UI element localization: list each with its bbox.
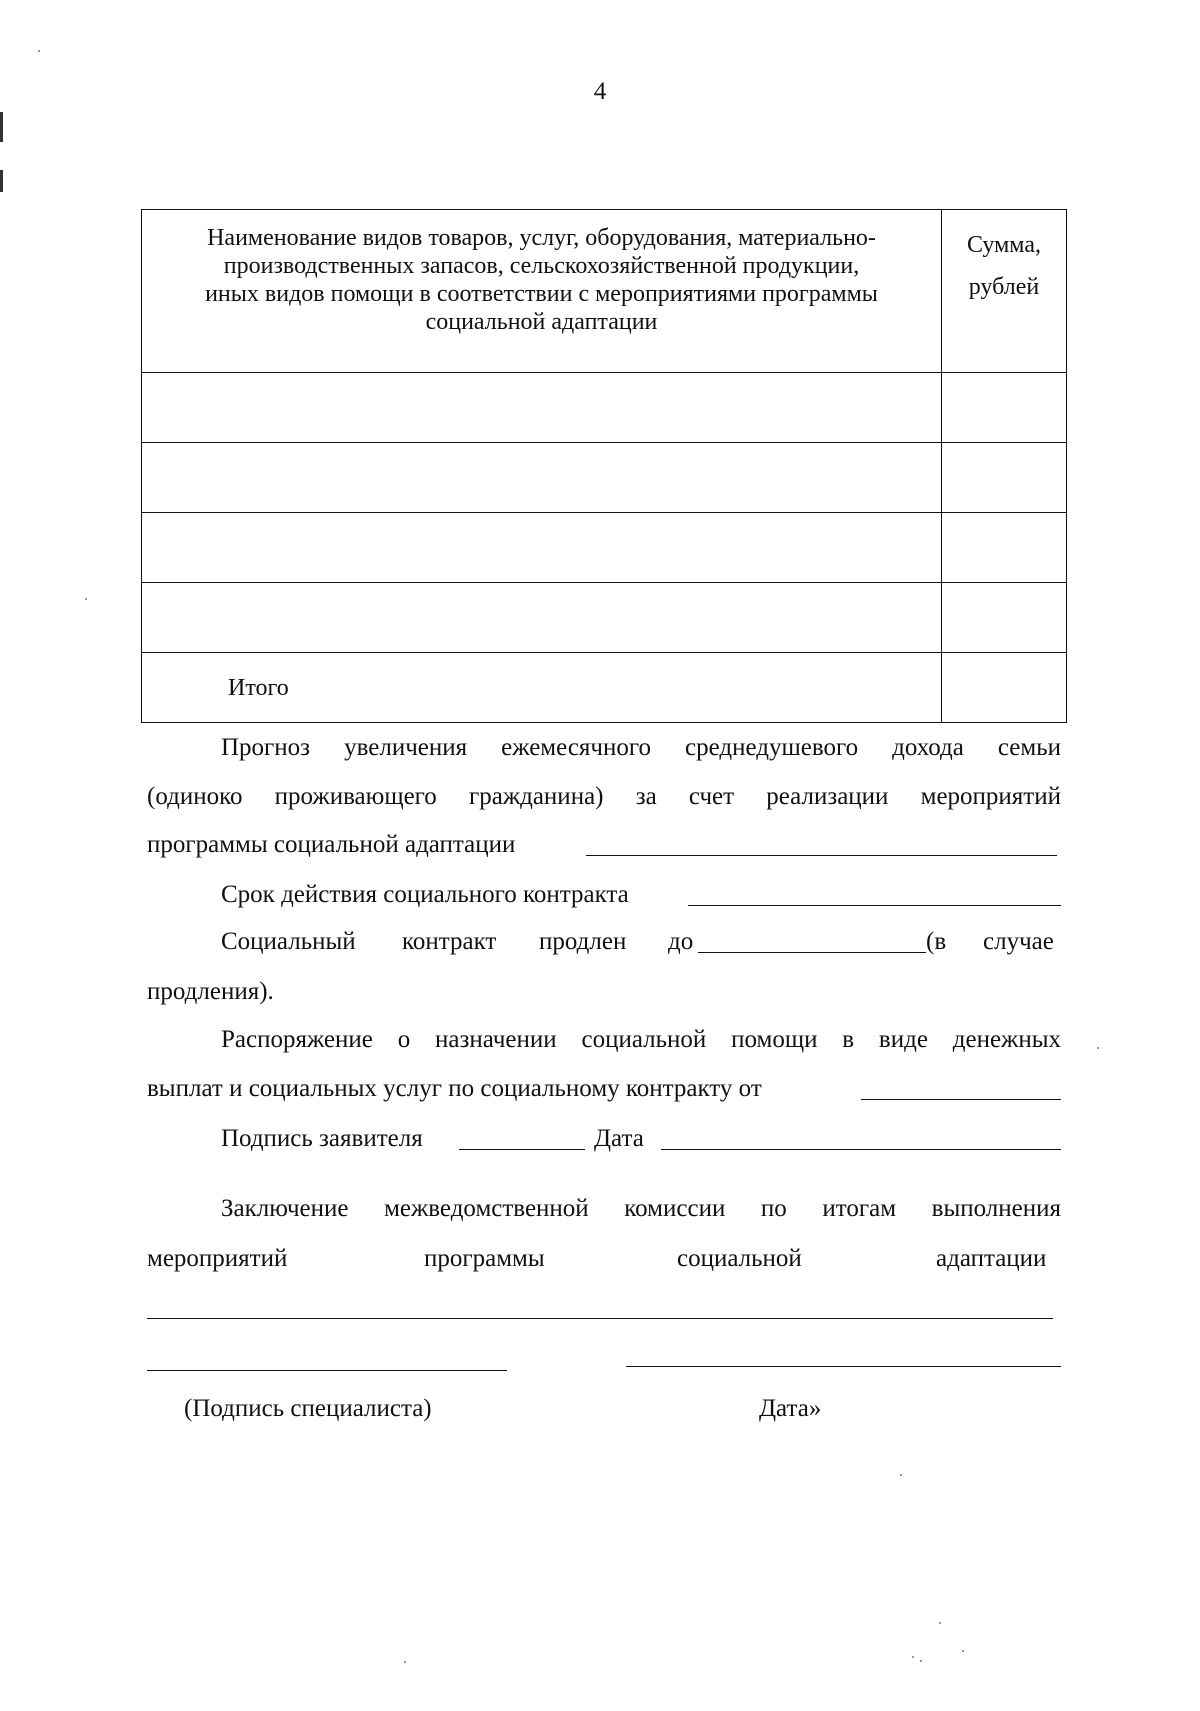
scan-edge-mark xyxy=(0,112,3,142)
total-label: Итого xyxy=(142,653,942,723)
header-sum-line: рублей xyxy=(968,274,1040,300)
table-cell-sum[interactable] xyxy=(942,513,1067,583)
table-row xyxy=(142,373,1067,443)
table-cell-name[interactable] xyxy=(142,373,942,443)
extended-word: продлен xyxy=(539,928,627,955)
scan-speck xyxy=(85,598,87,600)
applicant-date-field[interactable] xyxy=(661,1149,1061,1150)
header-name-line: иных видов помощи в соответствии с мероприятиями программы xyxy=(205,281,878,307)
order-line-2: выплат и социальных услуг по социальному контракту от xyxy=(147,1075,762,1102)
table-cell-name[interactable] xyxy=(142,513,942,583)
forecast-line-3: программы социальной адаптации xyxy=(147,831,516,858)
scan-speck xyxy=(38,50,40,52)
specialist-signature-field[interactable] xyxy=(147,1370,507,1371)
table-cell-sum[interactable] xyxy=(942,583,1067,653)
contract-term-field[interactable] xyxy=(688,905,1061,906)
specialist-signature-label: (Подпись специалиста) xyxy=(184,1395,432,1422)
column-header-name xyxy=(142,210,942,373)
scan-speck xyxy=(962,1650,964,1652)
column-header-sum xyxy=(942,210,1067,373)
scan-speck xyxy=(404,1661,406,1663)
extended-word: (в xyxy=(926,928,947,955)
conclusion-word: программы xyxy=(424,1245,545,1272)
forecast-line-2: (одиноко проживающего гражданина) за счет реализации мероприятий xyxy=(147,783,1061,810)
order-line-1: Распоряжение о назначении социальной помощи в виде денежных xyxy=(221,1026,1061,1053)
forecast-line-1: Прогноз увеличения ежемесячного среднедушевого дохода семьи xyxy=(221,734,1061,761)
specialist-date-field[interactable] xyxy=(626,1366,1061,1367)
header-name-line: производственных запасов, сельскохозяйственной продукции, xyxy=(223,253,860,279)
goods-table xyxy=(141,209,1067,723)
scan-speck xyxy=(939,1622,941,1624)
extended-line-2: продления). xyxy=(147,978,274,1005)
table-row xyxy=(142,583,1067,653)
forecast-value-field[interactable] xyxy=(586,855,1057,856)
page-number: 4 xyxy=(593,78,607,105)
table-header-row xyxy=(142,210,1067,373)
table-cell-name[interactable] xyxy=(142,443,942,513)
conclusion-word: адаптации xyxy=(936,1245,1047,1272)
conclusion-word: мероприятий xyxy=(147,1245,288,1272)
scan-speck xyxy=(912,1656,914,1658)
table-cell-sum[interactable] xyxy=(942,443,1067,513)
scan-edge-mark xyxy=(0,170,3,192)
table-cell-sum[interactable] xyxy=(942,373,1067,443)
applicant-date-label: Дата xyxy=(594,1125,644,1152)
scan-speck xyxy=(900,1474,902,1476)
header-name-line: Наименование видов товаров, услуг, оборудования, материально- xyxy=(207,225,876,251)
conclusion-line-1: Заключение межведомственной комиссии по итогам выполнения xyxy=(221,1195,1061,1222)
conclusion-word: социальной xyxy=(677,1245,802,1272)
extended-word: Социальный xyxy=(221,928,356,955)
contract-term-label: Срок действия социального контракта xyxy=(221,881,629,908)
header-sum-line: Сумма, xyxy=(967,232,1041,258)
specialist-date-label: Дата» xyxy=(759,1395,822,1422)
table-row xyxy=(142,443,1067,513)
header-name-line: социальной адаптации xyxy=(425,309,658,335)
total-sum-cell[interactable] xyxy=(942,653,1067,723)
conclusion-text-field[interactable] xyxy=(147,1318,1053,1319)
order-date-field[interactable] xyxy=(861,1099,1061,1100)
applicant-signature-field[interactable] xyxy=(459,1149,585,1150)
extended-word: случае xyxy=(983,928,1054,955)
scan-speck xyxy=(1097,1047,1099,1049)
extended-until-field[interactable] xyxy=(698,952,926,953)
table-cell-name[interactable] xyxy=(142,583,942,653)
table-row xyxy=(142,513,1067,583)
scan-speck xyxy=(920,1660,922,1662)
applicant-signature-label: Подпись заявителя xyxy=(221,1125,423,1152)
extended-word: до xyxy=(668,928,694,955)
extended-word: контракт xyxy=(402,928,497,955)
table-total-row xyxy=(142,653,1067,723)
